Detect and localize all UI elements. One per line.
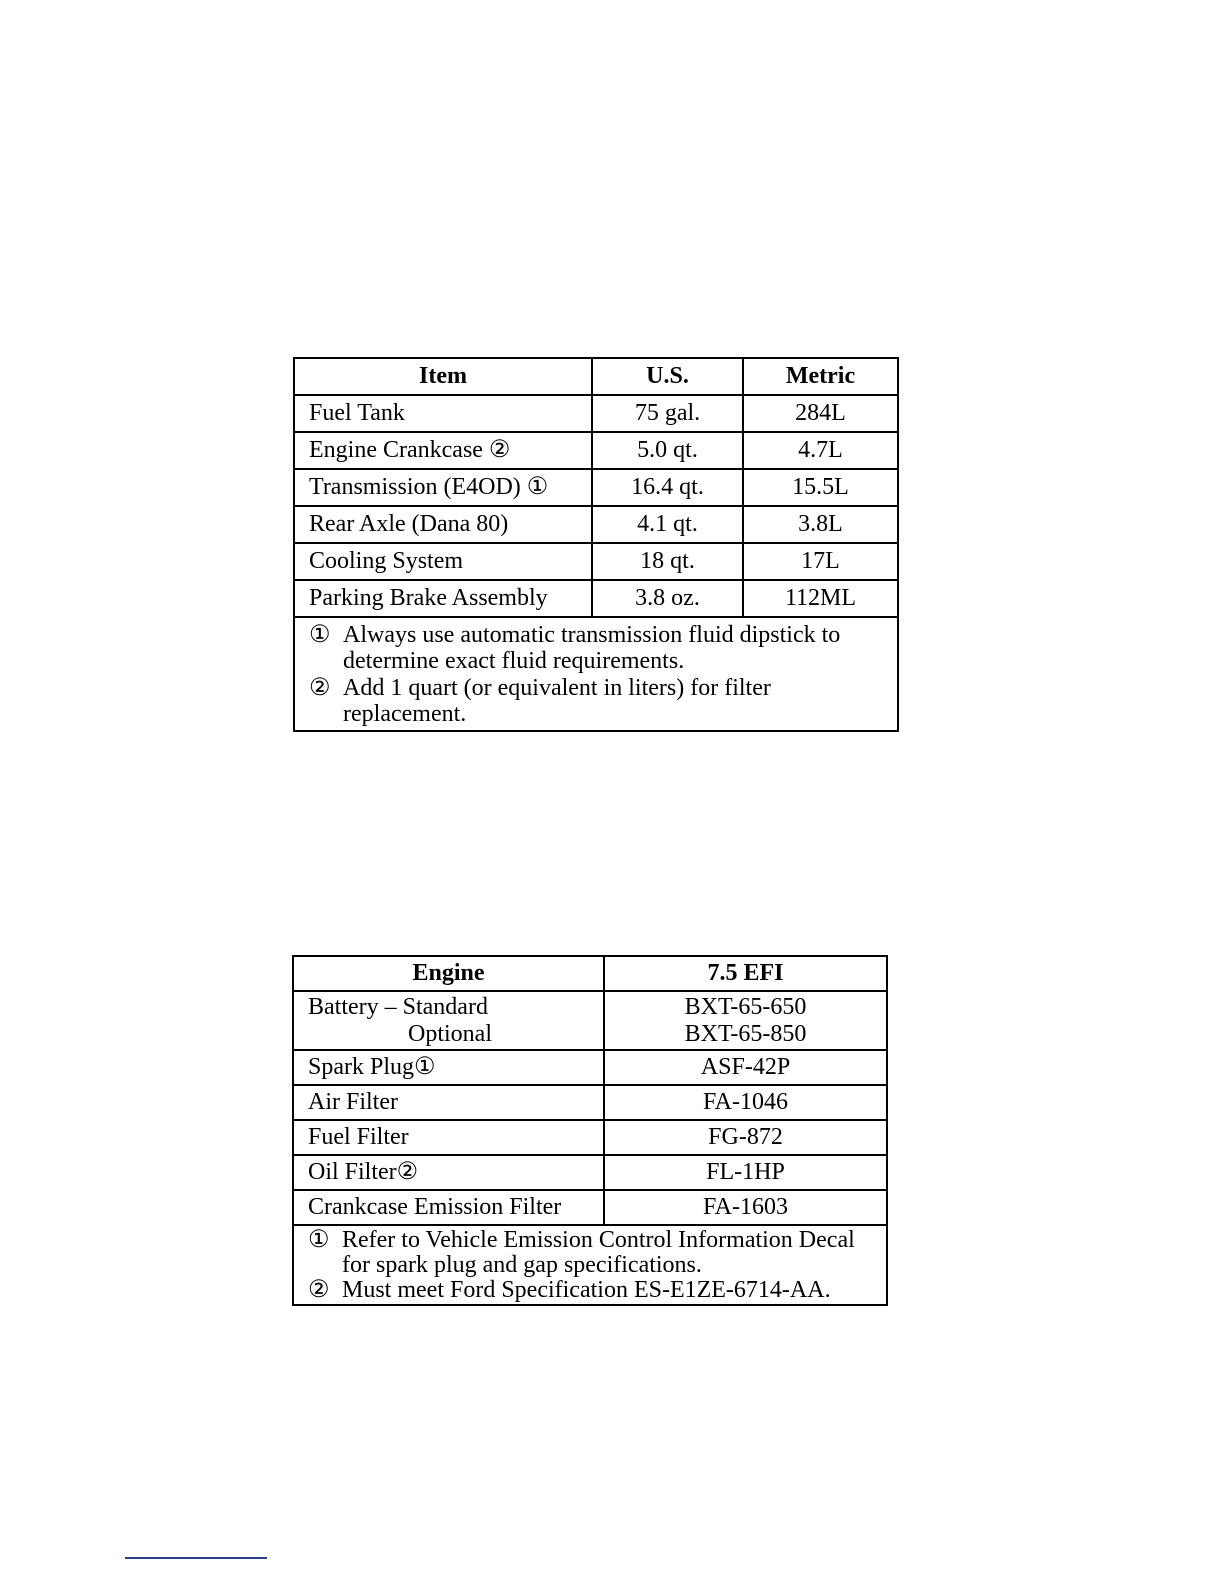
value-cell: ASF-42P — [604, 1050, 887, 1085]
column-header-engine: Engine — [293, 956, 604, 991]
battery-label-cell — [293, 991, 604, 1050]
metric-cell: 17L — [743, 543, 898, 580]
value-cell: FA-1046 — [604, 1085, 887, 1120]
item-cell: Engine Crankcase ② — [294, 432, 592, 469]
us-cell: 5.0 qt. — [592, 432, 743, 469]
metric-cell: 15.5L — [743, 469, 898, 506]
column-header-item: Item — [294, 358, 592, 395]
footer-divider — [125, 1557, 267, 1559]
metric-cell: 4.7L — [743, 432, 898, 469]
table-row — [294, 543, 898, 580]
value-cell: FL-1HP — [604, 1155, 887, 1190]
footnote-marker: ② — [309, 674, 331, 701]
footnote-text: Add 1 quart (or equivalent in liters) for filter replacement. — [343, 674, 771, 728]
value-cell: FG-872 — [604, 1120, 887, 1155]
footnote — [309, 622, 883, 675]
item-cell: Cooling System — [294, 543, 592, 580]
footnote — [309, 675, 883, 728]
table-row — [293, 1120, 887, 1155]
metric-cell: 112ML — [743, 580, 898, 617]
table-row — [294, 432, 898, 469]
footnotes-row — [294, 617, 898, 731]
us-cell: 75 gal. — [592, 395, 743, 432]
battery-standard-value: BXT-65-650 — [684, 994, 807, 1021]
table-row — [293, 1155, 887, 1190]
item-cell: Parking Brake Assembly — [294, 580, 592, 617]
column-header-efi: 7.5 EFI — [604, 956, 887, 991]
us-cell: 18 qt. — [592, 543, 743, 580]
item-cell: Crankcase Emission Filter — [293, 1190, 604, 1225]
metric-cell: 284L — [743, 395, 898, 432]
fluid-capacities-table — [293, 357, 899, 732]
table-header-row — [294, 358, 898, 395]
item-cell: Fuel Tank — [294, 395, 592, 432]
item-cell: Fuel Filter — [293, 1120, 604, 1155]
battery-value-cell — [604, 991, 887, 1050]
metric-cell: 3.8L — [743, 506, 898, 543]
engine-parts-table — [292, 955, 888, 1306]
item-cell: Rear Axle (Dana 80) — [294, 506, 592, 543]
table-row-battery — [293, 991, 887, 1050]
table-row — [294, 469, 898, 506]
table-header-row — [293, 956, 887, 991]
table-row — [294, 395, 898, 432]
table-row — [293, 1190, 887, 1225]
item-cell: Oil Filter② — [293, 1155, 604, 1190]
battery-optional-label: Optional — [408, 1020, 492, 1047]
footnote-marker: ① — [308, 1227, 330, 1253]
battery-standard-label: Battery – Standard — [308, 994, 488, 1021]
footnote-marker: ② — [308, 1277, 330, 1304]
footnotes-cell — [293, 1225, 887, 1305]
footnotes-row — [293, 1225, 887, 1305]
table-row — [293, 1085, 887, 1120]
footnote — [308, 1278, 872, 1303]
footnote-marker: ① — [309, 622, 331, 648]
footnote-text: Always use automatic transmission fluid dipstick to determine exact fluid requirements. — [343, 622, 841, 675]
footnote — [308, 1228, 872, 1278]
us-cell: 16.4 qt. — [592, 469, 743, 506]
item-cell: Air Filter — [293, 1085, 604, 1120]
item-cell: Spark Plug① — [293, 1050, 604, 1085]
column-header-us: U.S. — [592, 358, 743, 395]
table-row — [294, 506, 898, 543]
table-row — [293, 1050, 887, 1085]
value-cell: FA-1603 — [604, 1190, 887, 1225]
footnotes-cell — [294, 617, 898, 731]
column-header-metric: Metric — [743, 358, 898, 395]
footnote-text: Must meet Ford Specification ES-E1ZE-6714-AA. — [342, 1277, 831, 1304]
table-row — [294, 580, 898, 617]
footnote-text: Refer to Vehicle Emission Control Information Decal for spark plug and gap specifications. — [342, 1227, 855, 1279]
item-cell: Transmission (E4OD) ① — [294, 469, 592, 506]
battery-optional-value: BXT-65-850 — [684, 1020, 807, 1047]
us-cell: 3.8 oz. — [592, 580, 743, 617]
us-cell: 4.1 qt. — [592, 506, 743, 543]
